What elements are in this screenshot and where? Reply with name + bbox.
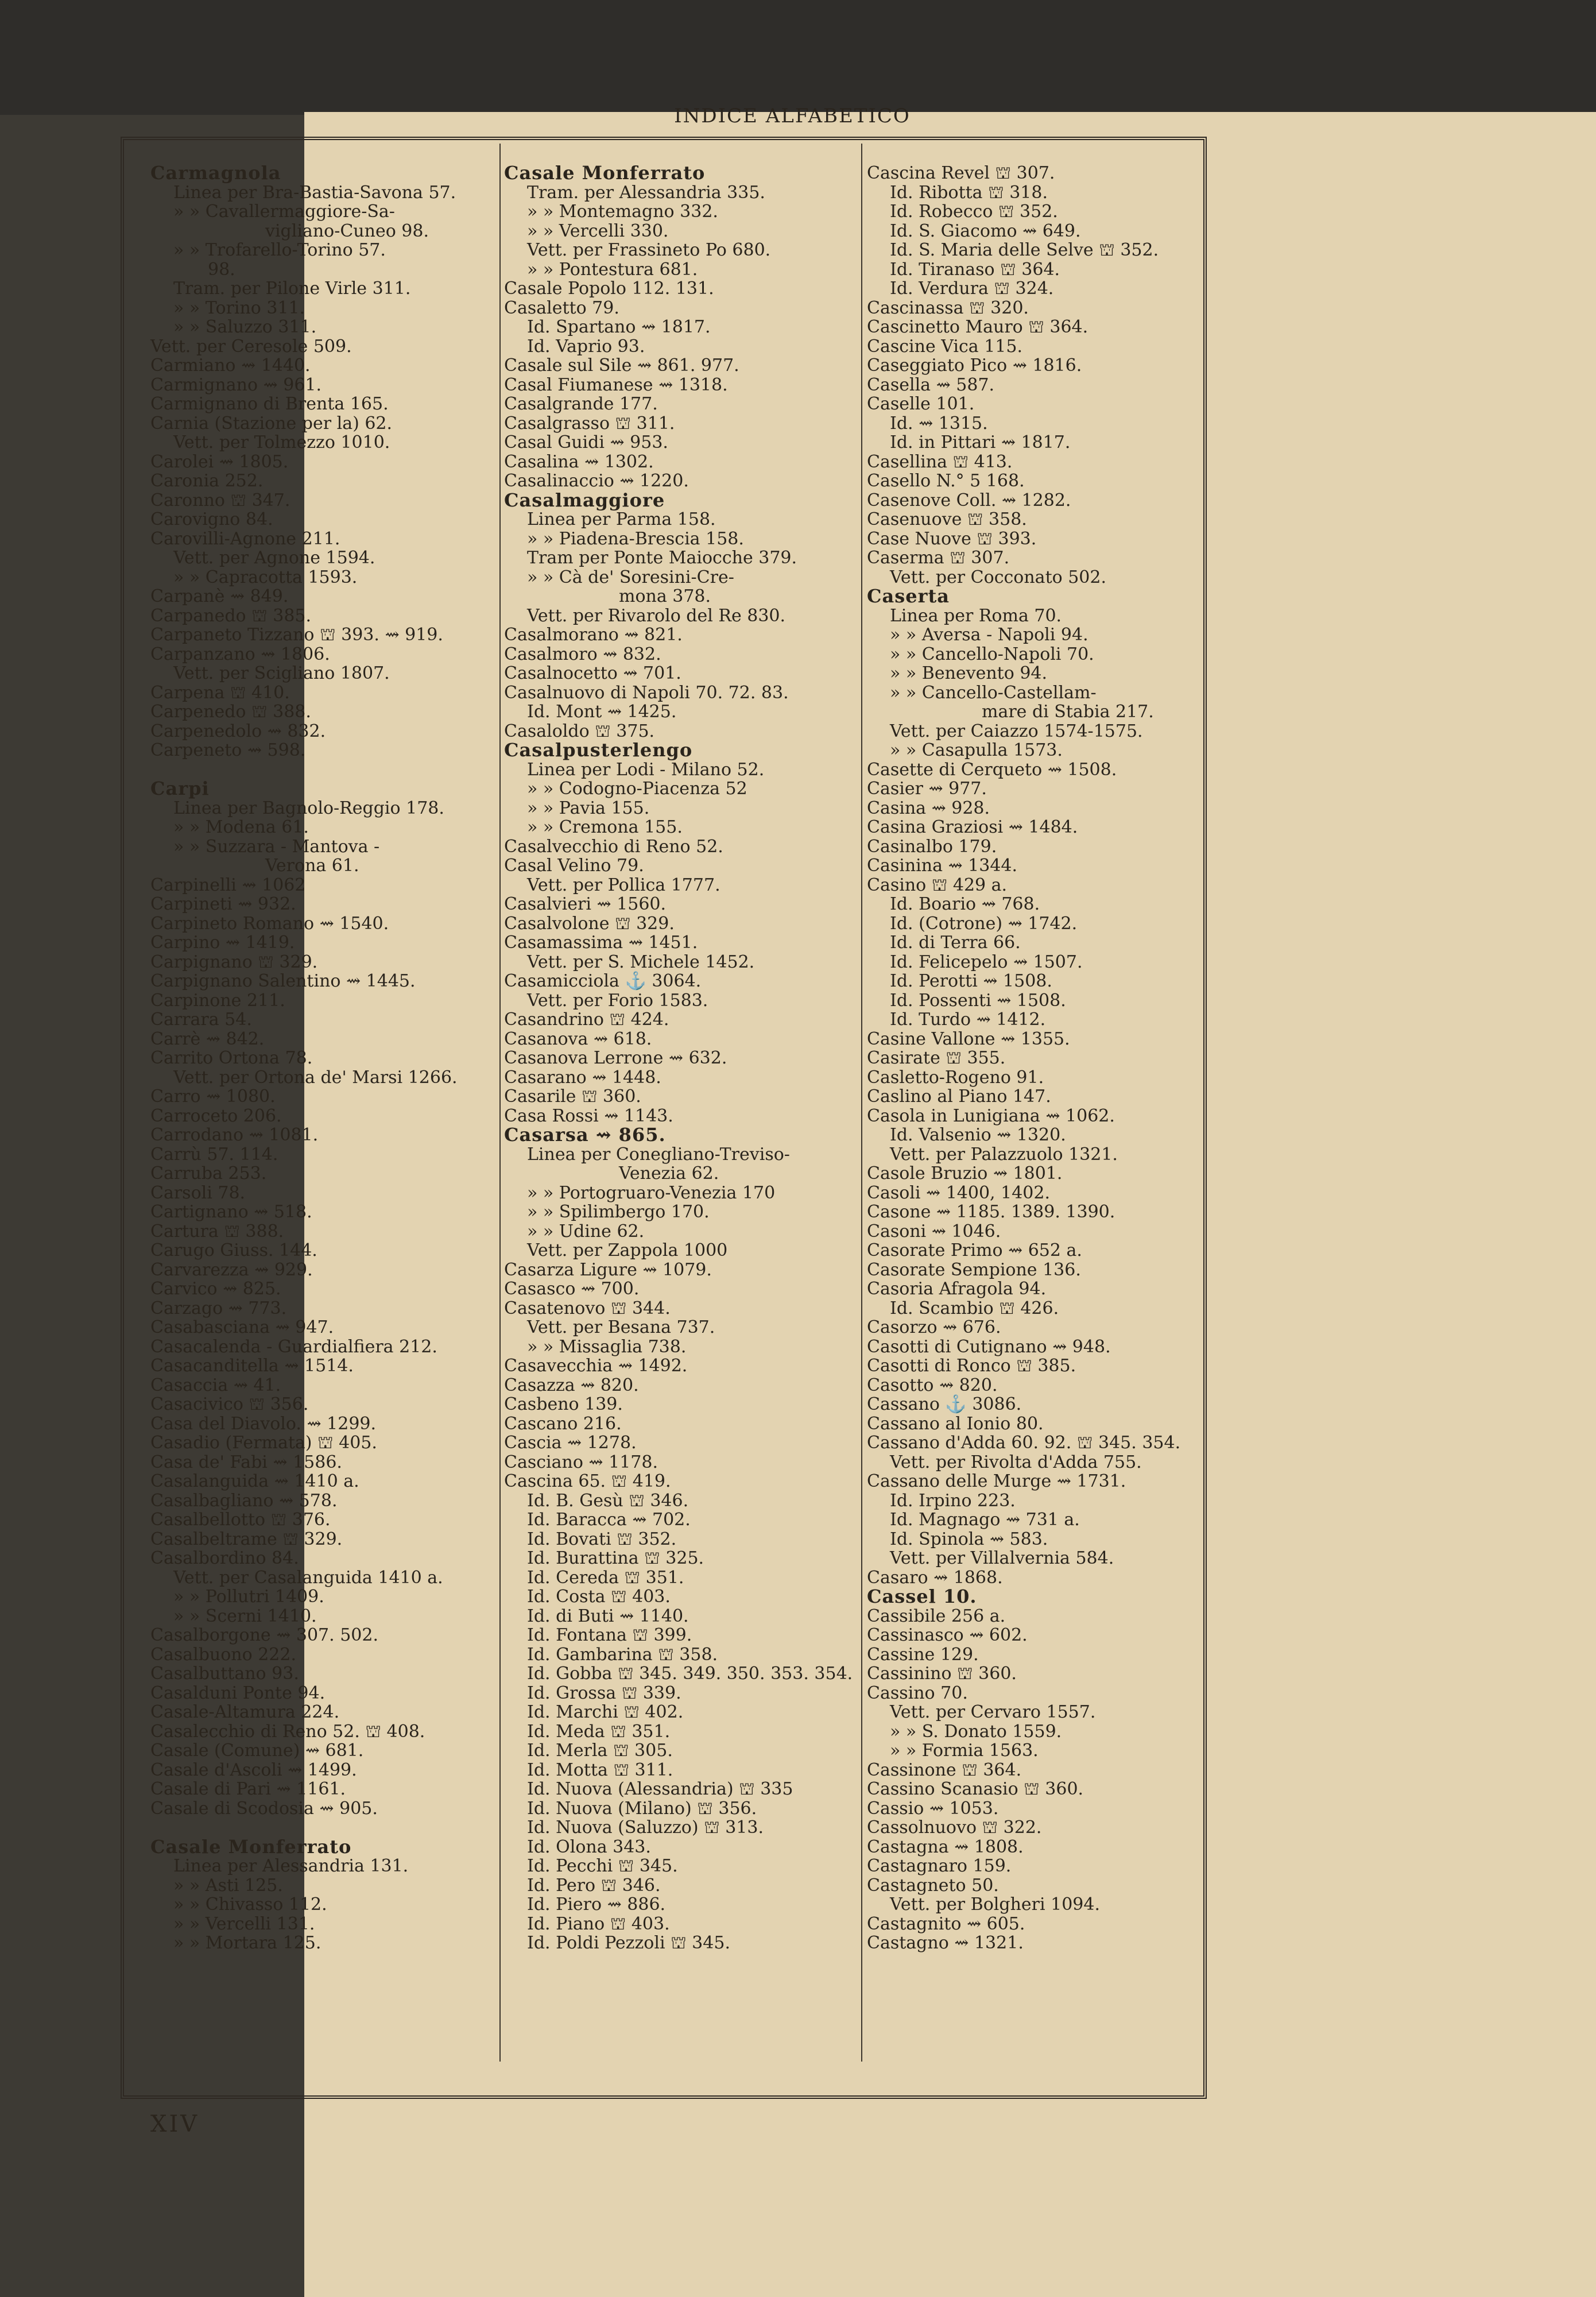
index-entry: Caserma ⛫ 307. — [867, 548, 1010, 568]
index-entry: Cassano al Ionio 80. — [867, 1413, 1044, 1434]
index-entry: Casina Graziosi ⇝ 1484. — [867, 817, 1078, 837]
index-entry: Id. Robecco ⛫ 352. — [890, 202, 1058, 222]
index-entry: Id. Pecchi ⛫ 345. — [527, 1856, 678, 1876]
index-entry: Casola in Lunigiana ⇝ 1062. — [867, 1105, 1115, 1126]
index-entry: Casinalbo 179. — [867, 836, 997, 857]
index-entry: » » Cancello-Napoli 70. — [890, 644, 1094, 664]
index-entry: Casacalenda - Guardialfiera 212. — [150, 1336, 437, 1357]
index-entry: Carpineti ⇝ 932. — [150, 894, 296, 914]
index-entry: Casale di Scodosia ⇝ 905. — [150, 1798, 378, 1819]
index-entry: Casirate ⛫ 355. — [867, 1048, 1006, 1068]
index-entry: » » Benevento 94. — [890, 663, 1048, 683]
index-entry: Casal Fiumanese ⇝ 1318. — [504, 374, 728, 395]
index-entry: Casalbeltrame ⛫ 329. — [150, 1529, 343, 1549]
index-entry: » » S. Donato 1559. — [890, 1721, 1062, 1742]
index-entry: Vett. per Rivolta d'Adda 755. — [890, 1452, 1142, 1472]
index-entry: Carpena ⛫ 410. — [150, 682, 290, 703]
index-entry: Cascano 216. — [504, 1413, 622, 1434]
index-entry: Vett. per Caiazzo 1574-1575. — [890, 721, 1143, 741]
index-entry: Casole Bruzio ⇝ 1801. — [867, 1163, 1063, 1184]
index-entry: Casa del Diavolo. ⇝ 1299. — [150, 1413, 377, 1434]
index-entry: Cassino 70. — [867, 1683, 968, 1703]
index-entry: Id. Nuova (Saluzzo) ⛫ 313. — [527, 1818, 764, 1838]
index-entry: Casier ⇝ 977. — [867, 779, 987, 799]
index-entry: Id. Motta ⛫ 311. — [527, 1760, 673, 1780]
page-header: INDICE ALFABETICO — [674, 105, 911, 127]
index-entry: Casoria Afragola 94. — [867, 1279, 1047, 1299]
index-entry: Id. in Pittari ⇝ 1817. — [890, 432, 1071, 453]
index-entry: Caslino al Piano 147. — [867, 1086, 1051, 1107]
blank-line — [150, 760, 495, 780]
index-entry: Cascina Revel ⛫ 307. — [867, 163, 1055, 183]
index-entry: Castagno ⇝ 1321. — [867, 1933, 1024, 1953]
index-entry: Casabasciana ⇝ 947. — [150, 1317, 334, 1337]
index-heading: Casale Monferrato — [150, 1835, 352, 1858]
index-entry: Id. Scambio ⛫ 426. — [890, 1298, 1059, 1318]
index-entry: Casaletto 79. — [504, 297, 619, 318]
index-entry: Casamassima ⇝ 1451. — [504, 933, 698, 953]
index-entry: Carroceto 206. — [150, 1105, 282, 1126]
index-entry: Castagneto 50. — [867, 1875, 999, 1896]
index-entry: Id. B. Gesù ⛫ 346. — [527, 1490, 689, 1511]
index-entry: » » Cavallermaggiore-Sa- — [173, 202, 395, 222]
index-entry: Casalnuovo di Napoli 70. 72. 83. — [504, 682, 789, 703]
index-entry: Case Nuove ⛫ 393. — [867, 528, 1037, 549]
index-entry: Carruba 253. — [150, 1163, 267, 1184]
index-entry: Castagnaro 159. — [867, 1856, 1012, 1876]
index-column-2 — [504, 164, 860, 1953]
index-entry: » » Scerni 1410. — [173, 1606, 317, 1626]
index-entry: Carvarezza ⇝ 929. — [150, 1259, 313, 1280]
index-entry: Casandrino ⛫ 424. — [504, 1010, 669, 1030]
index-entry: Id. Baracca ⇝ 702. — [527, 1510, 691, 1530]
index-entry: Casoni ⇝ 1046. — [867, 1221, 1001, 1242]
index-entry: Carmignano di Brenta 165. — [150, 394, 389, 414]
index-heading: Carpi — [150, 778, 210, 799]
index-entry: Verona 61. — [265, 856, 359, 876]
index-entry: Carsoli 78. — [150, 1182, 246, 1203]
index-entry: Carpanzano ⇝ 1806. — [150, 644, 330, 664]
index-entry: Carovilli-Agnone 211. — [150, 528, 340, 549]
index-entry: Vett. per Ortona de' Marsi 1266. — [173, 1067, 458, 1088]
index-entry: Id. Gobba ⛫ 345. 349. 350. 353. 354. — [527, 1664, 853, 1684]
index-entry: » » Asti 125. — [173, 1875, 283, 1896]
index-entry: Casotto ⇝ 820. — [867, 1375, 998, 1395]
index-entry: Carvico ⇝ 825. — [150, 1279, 281, 1299]
index-entry: » » Saluzzo 311. — [173, 317, 317, 337]
index-entry: Casalecchio di Reno 52. ⛫ 408. — [150, 1721, 425, 1742]
index-entry: Casale (Comune) ⇝ 681. — [150, 1741, 364, 1761]
index-entry: Id. di Buti ⇝ 1140. — [527, 1606, 689, 1626]
index-entry: Carzago ⇝ 773. — [150, 1298, 287, 1318]
index-entry: Casalmorano ⇝ 821. — [504, 625, 683, 645]
index-entry: Id. Felicepelo ⇝ 1507. — [890, 952, 1083, 972]
index-entry: Casoli ⇝ 1400, 1402. — [867, 1182, 1050, 1203]
index-entry: » » Udine 62. — [527, 1221, 645, 1242]
index-entry: Carolei ⇝ 1805. — [150, 451, 289, 472]
index-entry: Casorate Sempione 136. — [867, 1259, 1081, 1280]
index-entry: Id. Mont ⇝ 1425. — [527, 702, 677, 722]
index-entry: Vett. per Pollica 1777. — [527, 875, 720, 895]
index-entry: Id. Meda ⛫ 351. — [527, 1721, 671, 1742]
index-entry: Id. Tiranaso ⛫ 364. — [890, 259, 1060, 280]
index-entry: Casalanguida ⇝ 1410 a. — [150, 1471, 359, 1491]
index-entry: mona 378. — [619, 586, 711, 606]
index-entry: Casadio (Fermata) ⛫ 405. — [150, 1433, 377, 1453]
index-entry: mare di Stabia 217. — [982, 702, 1154, 722]
index-heading: Casale Monferrato — [504, 162, 706, 184]
index-entry: Id. Poldi Pezzoli ⛫ 345. — [527, 1933, 730, 1953]
index-entry: Carmignano ⇝ 961. — [150, 374, 322, 395]
index-entry: Id. Irpino 223. — [890, 1490, 1016, 1511]
index-entry: Casalbagliano ⇝ 578. — [150, 1490, 338, 1511]
index-entry: Id. Piano ⛫ 403. — [527, 1913, 670, 1934]
index-entry: Vett. per Tolmezzo 1010. — [173, 432, 390, 453]
index-heading: Caserta — [867, 585, 950, 607]
index-entry: Vett. per Cervaro 1557. — [890, 1702, 1096, 1722]
index-entry: Vett. per S. Michele 1452. — [527, 952, 755, 972]
index-entry: Id. (Cotrone) ⇝ 1742. — [890, 913, 1078, 934]
index-entry: Casotti di Cutignano ⇝ 948. — [867, 1336, 1111, 1357]
index-entry: » » Cancello-Castellam- — [890, 682, 1097, 703]
index-entry: Id. Gambarina ⛫ 358. — [527, 1644, 718, 1665]
index-entry: Casenuove ⛫ 358. — [867, 509, 1027, 529]
index-entry: Carpignano Salentino ⇝ 1445. — [150, 971, 416, 991]
index-entry: Id. di Terra 66. — [890, 933, 1021, 953]
index-entry: Cassolnuovo ⛫ 322. — [867, 1818, 1042, 1838]
index-entry: Tram per Ponte Maiocche 379. — [527, 548, 797, 568]
index-entry: Id. Pero ⛫ 346. — [527, 1875, 661, 1896]
index-entry: Casine Vallone ⇝ 1355. — [867, 1028, 1070, 1049]
index-entry: Id. Fontana ⛫ 399. — [527, 1625, 692, 1645]
index-entry: Casatenovo ⛫ 344. — [504, 1298, 671, 1318]
dark-background — [0, 0, 1596, 115]
index-entry: » » Capracotta 1593. — [173, 567, 358, 587]
index-entry: Carrù 57. 114. — [150, 1144, 278, 1165]
index-entry: 98. — [208, 259, 235, 280]
index-entry: Cascia ⇝ 1278. — [504, 1433, 637, 1453]
index-entry: Cassano d'Adda 60. 92. ⛫ 345. 354. — [867, 1433, 1181, 1453]
index-entry: Cartignano ⇝ 518. — [150, 1202, 312, 1222]
index-entry: Vett. per Zappola 1000 — [527, 1240, 728, 1260]
index-entry: Id. Costa ⛫ 403. — [527, 1587, 671, 1607]
index-entry: Linea per Roma 70. — [890, 605, 1062, 626]
index-entry: » » Mortara 125. — [173, 1933, 321, 1953]
index-entry: Casella ⇝ 587. — [867, 374, 995, 395]
index-entry: Cassino Scanasio ⛫ 360. — [867, 1779, 1084, 1799]
index-entry: » » Vercelli 330. — [527, 221, 669, 241]
index-entry: » » Codogno-Piacenza 52 — [527, 779, 747, 799]
index-column-1 — [150, 164, 495, 1953]
index-entry: Casello N.° 5 168. — [867, 471, 1025, 491]
index-entry: Casanova ⇝ 618. — [504, 1028, 652, 1049]
index-entry: » » Piadena-Brescia 158. — [527, 528, 744, 549]
index-entry: Cassine 129. — [867, 1644, 979, 1665]
index-entry: Tram. per Pilone Virle 311. — [173, 279, 411, 299]
index-entry: Id. Cereda ⛫ 351. — [527, 1567, 684, 1588]
index-entry: Id. Grossa ⛫ 339. — [527, 1683, 681, 1703]
index-entry: Casbeno 139. — [504, 1394, 623, 1414]
index-entry: Casacanditella ⇝ 1514. — [150, 1356, 354, 1376]
index-entry: Carpeneto ⇝ 598. — [150, 740, 306, 760]
index-entry: » » Modena 61. — [173, 817, 309, 837]
index-entry: Carpignano ⛫ 329. — [150, 952, 318, 972]
index-entry: » » Pontestura 681. — [527, 259, 698, 280]
index-entry: Carpenedo ⛫ 388. — [150, 702, 311, 722]
index-entry: Linea per Conegliano-Treviso- — [527, 1144, 790, 1165]
index-entry: Id. Boario ⇝ 768. — [890, 894, 1040, 914]
index-entry: Carpineto Romano ⇝ 1540. — [150, 913, 389, 934]
index-entry: Caseggiato Pico ⇝ 1816. — [867, 355, 1082, 376]
index-entry: Vett. per Forio 1583. — [527, 990, 708, 1011]
index-entry: Cassio ⇝ 1053. — [867, 1798, 999, 1819]
index-heading: Cassel 10. — [867, 1586, 977, 1607]
index-entry: » » Suzzara - Mantova - — [173, 836, 380, 857]
index-entry: » » Torino 311. — [173, 297, 305, 318]
index-entry: Cassinino ⛫ 360. — [867, 1664, 1017, 1684]
index-entry: » » Cà de' Soresini-Cre- — [527, 567, 734, 587]
index-entry: Id. Verdura ⛫ 324. — [890, 279, 1054, 299]
index-heading: Casalmaggiore — [504, 489, 665, 511]
index-entry: Casalvieri ⇝ 1560. — [504, 894, 667, 914]
index-entry: Carrè ⇝ 842. — [150, 1028, 265, 1049]
index-entry: Casino ⛫ 429 a. — [867, 875, 1008, 895]
index-entry: Casletto-Rogeno 91. — [867, 1067, 1044, 1088]
index-entry: Carrodano ⇝ 1081. — [150, 1125, 319, 1145]
index-entry: Cassinone ⛫ 364. — [867, 1760, 1022, 1780]
column-divider — [499, 144, 501, 2062]
index-entry: Id. Perotti ⇝ 1508. — [890, 971, 1052, 991]
index-entry: » » Missaglia 738. — [527, 1336, 687, 1357]
index-entry: Casanova Lerrone ⇝ 632. — [504, 1048, 727, 1068]
index-entry: Casa Rossi ⇝ 1143. — [504, 1105, 673, 1126]
index-entry: Casalbuono 222. — [150, 1644, 297, 1665]
index-entry: Casale Popolo 112. 131. — [504, 279, 714, 299]
index-entry: Casone ⇝ 1185. 1389. 1390. — [867, 1202, 1115, 1222]
index-entry: Linea per Lodi - Milano 52. — [527, 759, 765, 780]
index-entry: Id. Nuova (Milano) ⛫ 356. — [527, 1798, 757, 1819]
index-entry: Casalmoro ⇝ 832. — [504, 644, 661, 664]
index-entry: Vett. per Bolgheri 1094. — [890, 1894, 1101, 1915]
index-entry: Casette di Cerqueto ⇝ 1508. — [867, 759, 1117, 780]
index-entry: Id. Nuova (Alessandria) ⛫ 335 — [527, 1779, 793, 1799]
index-entry: Cascine Vica 115. — [867, 336, 1022, 357]
index-entry: Casale-Altamura 224. — [150, 1702, 340, 1722]
index-entry: Casaccia ⇝ 41. — [150, 1375, 281, 1395]
index-entry: » » Pavia 155. — [527, 798, 650, 818]
index-entry: » » Formia 1563. — [890, 1741, 1039, 1761]
index-entry: Cascinassa ⛫ 320. — [867, 297, 1029, 318]
index-entry: Vett. per Frassineto Po 680. — [527, 240, 771, 260]
index-entry: Vett. per Cocconato 502. — [890, 567, 1107, 587]
index-entry: Cassibile 256 a. — [867, 1606, 1006, 1626]
index-entry: Castagnito ⇝ 605. — [867, 1913, 1025, 1934]
index-entry: Id. Vaprio 93. — [527, 336, 645, 357]
index-entry: Casellina ⛫ 413. — [867, 451, 1013, 472]
index-entry: Casarano ⇝ 1448. — [504, 1067, 661, 1088]
index-entry: Carrara 54. — [150, 1010, 252, 1030]
index-entry: Casasco ⇝ 700. — [504, 1279, 640, 1299]
index-entry: Casarza Ligure ⇝ 1079. — [504, 1259, 712, 1280]
index-entry: Casalgrande 177. — [504, 394, 658, 414]
index-entry: Venezia 62. — [619, 1163, 719, 1184]
index-entry: Id. Turdo ⇝ 1412. — [890, 1010, 1046, 1030]
index-entry: Casazza ⇝ 820. — [504, 1375, 639, 1395]
index-entry: Id. Valsenio ⇝ 1320. — [890, 1125, 1066, 1145]
index-entry: Carmiano ⇝ 1440. — [150, 355, 311, 376]
index-entry: Casorate Primo ⇝ 652 a. — [867, 1240, 1082, 1260]
index-entry: Casina ⇝ 928. — [867, 798, 990, 818]
index-entry: Casal Guidi ⇝ 953. — [504, 432, 668, 453]
index-entry: Cassano ⚓ 3086. — [867, 1394, 1022, 1414]
index-entry: » » Montemagno 332. — [527, 202, 718, 222]
index-entry: Cassinasco ⇝ 602. — [867, 1625, 1028, 1645]
index-entry: Vett. per Besana 737. — [527, 1317, 715, 1337]
index-entry: Id. Possenti ⇝ 1508. — [890, 990, 1066, 1011]
index-entry: Casal Velino 79. — [504, 856, 644, 876]
index-entry: Id. Merla ⛫ 305. — [527, 1741, 673, 1761]
index-entry: Casale di Pari ⇝ 1161. — [150, 1779, 346, 1799]
index-entry: Casaloldo ⛫ 375. — [504, 721, 655, 741]
index-entry: Casalvolone ⛫ 329. — [504, 913, 675, 934]
index-entry: » » Chivasso 112. — [173, 1894, 327, 1915]
index-entry: Casale d'Ascoli ⇝ 1499. — [150, 1760, 357, 1780]
index-entry: Caronia 252. — [150, 471, 264, 491]
index-entry: » » Casapulla 1573. — [890, 740, 1063, 760]
index-entry: Casalbordino 84. — [150, 1548, 299, 1568]
index-entry: Id. Piero ⇝ 886. — [527, 1894, 666, 1915]
index-entry: » » Pollutri 1409. — [173, 1587, 324, 1607]
index-entry: Vett. per Rivarolo del Re 830. — [527, 605, 786, 626]
index-entry: Linea per Bra-Bastia-Savona 57. — [173, 182, 456, 203]
index-entry: Casa de' Fabi ⇝ 1586. — [150, 1452, 342, 1472]
index-entry: Carro ⇝ 1080. — [150, 1086, 276, 1107]
index-entry: Vett. per Villalvernia 584. — [890, 1548, 1114, 1568]
index-entry: » » Aversa - Napoli 94. — [890, 625, 1088, 645]
index-entry: » » Portogruaro-Venezia 170 — [527, 1182, 776, 1203]
index-entry: Id. Ribotta ⛫ 318. — [890, 182, 1048, 203]
index-entry: Carugo Giuss. 144. — [150, 1240, 317, 1260]
index-entry: Casalduni Ponte 94. — [150, 1683, 326, 1703]
index-entry: Casalina ⇝ 1302. — [504, 451, 654, 472]
index-heading: Carmagnola — [150, 162, 281, 184]
index-entry: Carpenedolo ⇝ 832. — [150, 721, 326, 741]
index-entry: Cascina 65. ⛫ 419. — [504, 1471, 671, 1491]
index-entry: Casavecchia ⇝ 1492. — [504, 1356, 688, 1376]
index-entry: Linea per Bagnolo-Reggio 178. — [173, 798, 444, 818]
index-entry: Casalbellotto ⛫ 376. — [150, 1510, 331, 1530]
page-number: XIV — [150, 2111, 200, 2137]
index-entry: Id. Spartano ⇝ 1817. — [527, 317, 711, 337]
index-entry: Linea per Parma 158. — [527, 509, 716, 529]
index-entry: Casalinaccio ⇝ 1220. — [504, 471, 689, 491]
index-entry: » » Spilimbergo 170. — [527, 1202, 710, 1222]
index-entry: Cassano delle Murge ⇝ 1731. — [867, 1471, 1126, 1491]
index-entry: Id. ⇝ 1315. — [890, 413, 988, 434]
index-entry: Carrito Ortona 78. — [150, 1048, 313, 1068]
index-entry: Vett. per Agnone 1594. — [173, 548, 375, 568]
index-entry: Carpanè ⇝ 849. — [150, 586, 289, 606]
index-entry: Id. S. Maria delle Selve ⛫ 352. — [890, 240, 1159, 260]
index-entry: Casenove Coll. ⇝ 1282. — [867, 490, 1071, 511]
index-entry: » » Cremona 155. — [527, 817, 683, 837]
index-heading: Casalpusterlengo — [504, 739, 693, 761]
index-entry: Casciano ⇝ 1178. — [504, 1452, 658, 1472]
index-entry: Casalgrasso ⛫ 311. — [504, 413, 675, 434]
index-entry: Vett. per Casalanguida 1410 a. — [173, 1567, 443, 1588]
index-entry: Castagna ⇝ 1808. — [867, 1836, 1024, 1857]
index-entry: Casale sul Sile ⇝ 861. 977. — [504, 355, 739, 376]
index-entry: Tram. per Alessandria 335. — [527, 182, 765, 203]
index-entry: Casacivico ⛫ 356. — [150, 1394, 309, 1414]
index-entry: Casalvecchio di Reno 52. — [504, 836, 723, 857]
index-entry: » » Trofarello-Torino 57. — [173, 240, 386, 260]
index-entry: Caronno ⛫ 347. — [150, 490, 290, 511]
column-divider — [861, 144, 862, 2062]
index-entry: Casinina ⇝ 1344. — [867, 856, 1018, 876]
index-entry: Caselle 101. — [867, 394, 975, 414]
index-entry: Vett. per Scigliano 1807. — [173, 663, 390, 683]
index-entry: Casaro ⇝ 1868. — [867, 1567, 1003, 1588]
index-entry: Carpinelli ⇝ 1062 — [150, 875, 306, 895]
index-entry: Casotti di Ronco ⛫ 385. — [867, 1356, 1076, 1376]
index-entry: Casalnocetto ⇝ 701. — [504, 663, 681, 683]
index-entry: Id. S. Giacomo ⇝ 649. — [890, 221, 1081, 241]
index-entry: Carnia (Stazione per la) 62. — [150, 413, 393, 434]
index-entry: Cascinetto Mauro ⛫ 364. — [867, 317, 1088, 337]
index-entry: » » Vercelli 131. — [173, 1913, 315, 1934]
index-entry: Id. Marchi ⛫ 402. — [527, 1702, 684, 1722]
index-entry: Vett. per Palazzuolo 1321. — [890, 1144, 1118, 1165]
index-entry: Linea per Alessandria 131. — [173, 1856, 409, 1876]
index-entry: Id. Spinola ⇝ 583. — [890, 1529, 1048, 1549]
index-entry: Casamicciola ⚓ 3064. — [504, 971, 702, 991]
index-entry: Casarile ⛫ 360. — [504, 1086, 641, 1107]
index-heading: Casarsa ⇝ 865. — [504, 1124, 666, 1146]
index-entry: Id. Magnago ⇝ 731 a. — [890, 1510, 1080, 1530]
index-entry: Vett. per Ceresole 509. — [150, 336, 352, 357]
blank-line — [150, 1818, 495, 1838]
index-entry: Casalborgone ⇝ 307. 502. — [150, 1625, 379, 1645]
index-column-3 — [867, 164, 1223, 1953]
index-entry: Id. Burattina ⛫ 325. — [527, 1548, 704, 1568]
index-entry: Carpanedo ⛫ 385. — [150, 605, 312, 626]
index-entry: Carpaneto Tizzano ⛫ 393. ⇝ 919. — [150, 625, 443, 645]
index-entry: Carpinone 211. — [150, 990, 285, 1011]
index-entry: Id. Bovati ⛫ 352. — [527, 1529, 677, 1549]
index-entry: Cartura ⛫ 388. — [150, 1221, 284, 1242]
index-entry: Casalbuttano 93. — [150, 1664, 299, 1684]
index-entry: Id. Olona 343. — [527, 1836, 651, 1857]
index-entry: Carpino ⇝ 1419. — [150, 933, 295, 953]
index-entry: Casorzo ⇝ 676. — [867, 1317, 1001, 1337]
index-entry: vigliano-Cuneo 98. — [265, 221, 429, 241]
index-entry: Carovigno 84. — [150, 509, 273, 529]
